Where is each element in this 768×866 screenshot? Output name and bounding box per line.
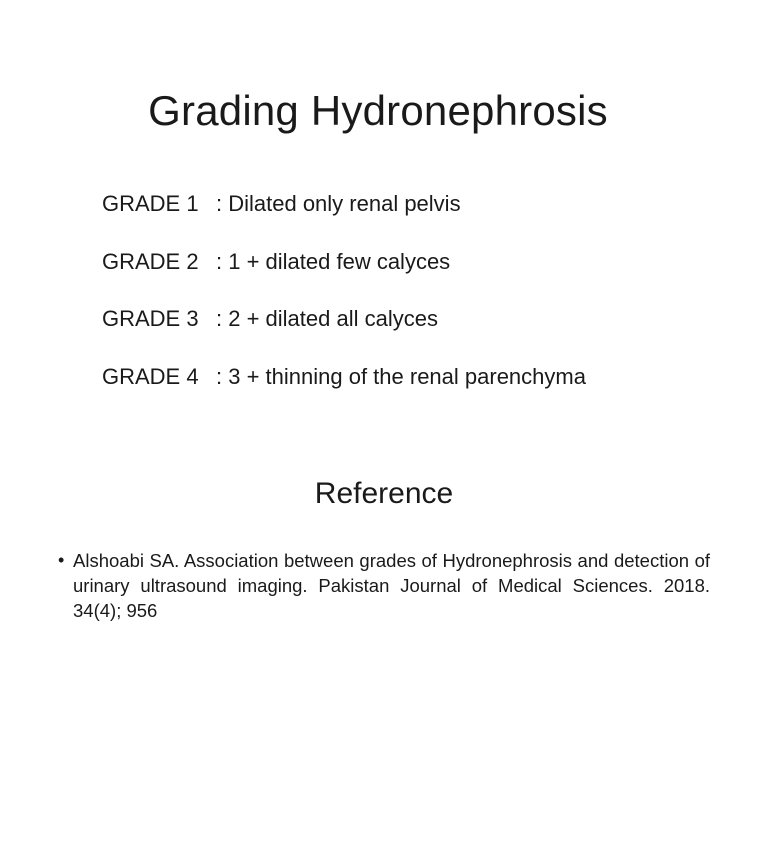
grade-label: GRADE 3 [102, 306, 199, 331]
grade-description: : 1 + dilated few calyces [216, 248, 451, 274]
grade-row-1 [102, 188, 586, 246]
grade-label: GRADE 1 [102, 191, 199, 216]
reference-list [58, 548, 710, 623]
grade-row-2 [102, 246, 586, 304]
bullet-icon: • [58, 550, 65, 570]
slide-title: Grading Hydronephrosis [148, 87, 608, 134]
grade-description: : Dilated only renal pelvis [216, 191, 461, 216]
grade-row-3 [102, 303, 586, 361]
grade-description: : 3 + thinning of the renal parenchyma [216, 363, 586, 389]
grade-list [102, 188, 586, 418]
grade-row-4 [102, 361, 586, 419]
grade-description: : 2 + dilated all calyces [216, 306, 438, 331]
grade-label: GRADE 4 [102, 363, 199, 389]
reference-heading: Reference [314, 477, 454, 510]
reference-text: Alshoabi SA. Association between grades of Hydronephrosis and detection of urinary ultrasound imaging. Pakistan Journal of Medical Sciences. 2018. 34(4); 956 [73, 550, 710, 621]
reference-item [58, 548, 710, 623]
grade-label: GRADE 2 [102, 248, 199, 274]
